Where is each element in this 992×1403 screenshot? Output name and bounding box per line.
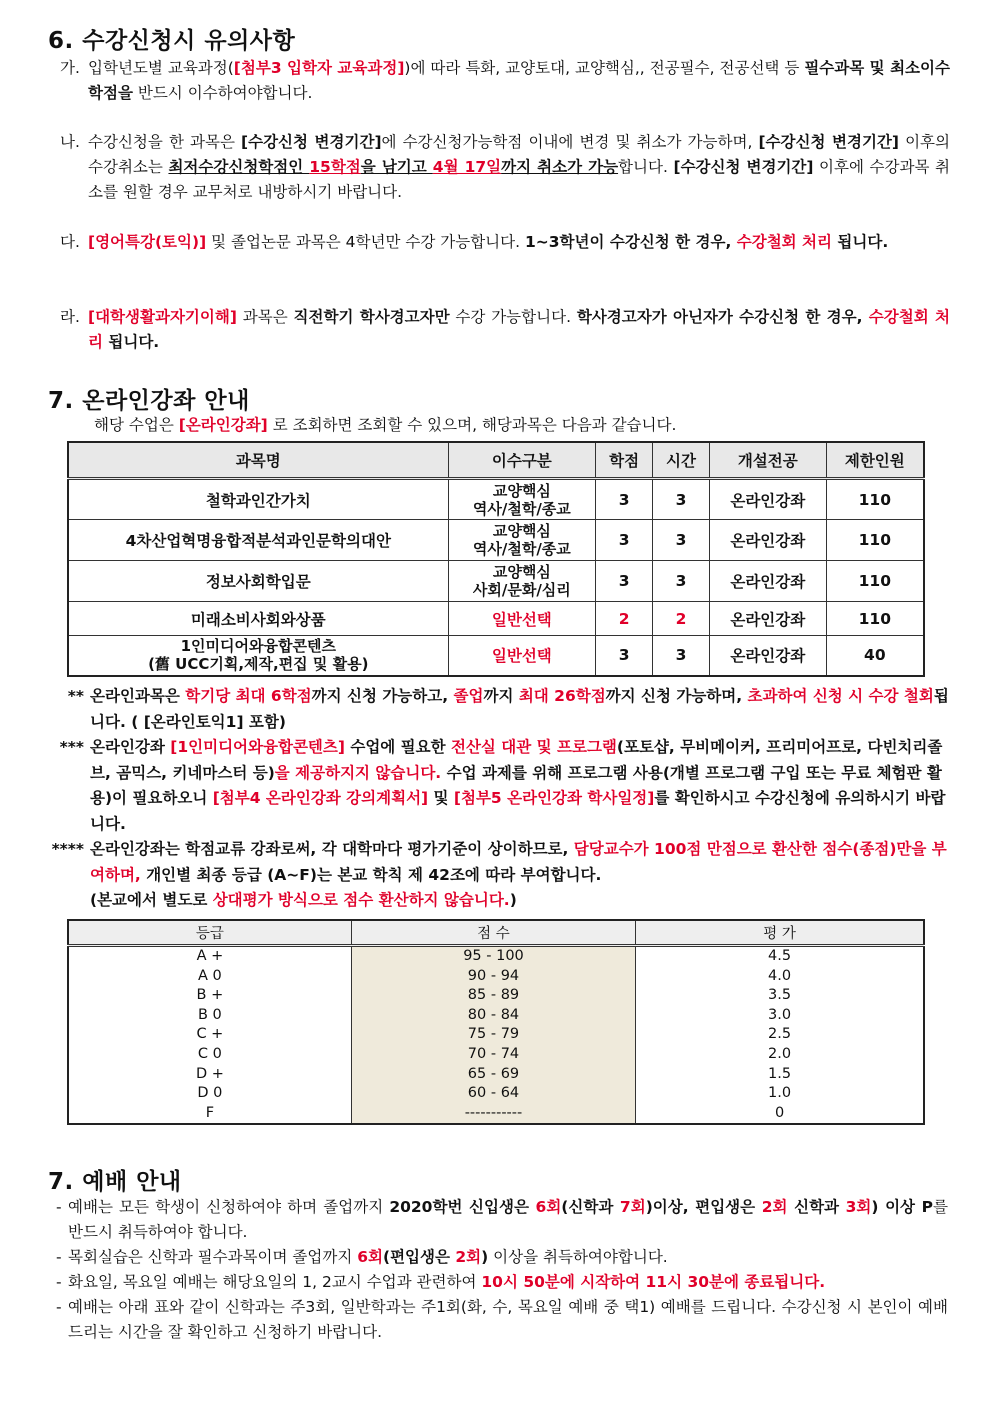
list-item: - 목회실습은 신학과 필수과목이며 졸업까지 6회(편입생은 2회) 이상을 취득하여야합니다. xyxy=(56,1248,668,1266)
table-header-row xyxy=(68,442,924,479)
note: *** 온라인강좌 [1인미디어와융합콘텐츠] 수업에 필요한 전산실 대관 및 프로그램(포토샵, 무비메이커, 프리미어프로, 다빈치리졸브, 곰믹스, 키네마스터 등)을 제공하지지 않습니다. 수업 과제를 위해 프로그램 사용(개별 프로그램 구입 또는 무료 체험판 활용)이 필요하오니 [첨부4 온라인강좌 강의계획서] 및 [첨부5 온라인강좌 학사일정]를 확인하시고 수강신청에 유의하시기 바랍니다. xyxy=(59,738,946,833)
section6-title: 6. 수강신청시 유의사항 xyxy=(48,28,296,54)
table-header-row xyxy=(68,920,924,946)
column-header: 제한인원 xyxy=(826,442,924,479)
table-row: A + 95 - 100 4.5 xyxy=(68,946,924,967)
column-header: 시간 xyxy=(653,442,710,479)
grade-table xyxy=(67,919,925,1125)
online-intro: 해당 수업은 [온라인강좌] 로 조회하면 조회할 수 있으며, 해당과목은 다음과 같습니다. xyxy=(94,416,677,434)
note: ** 온라인과목은 학기당 최대 6학점까지 신청 가능하고, 졸업까지 최대 26학점까지 신청 가능하며, 초과하여 신청 시 수강 철회됩니다. ( [온라인토익1] 포함) xyxy=(67,687,949,731)
item-da: 다. [영어특강(토익)] 및 졸업논문 과목은 4학년만 수강 가능합니다. 1~3학년이 수강신청 한 경우, 수강철회 처리 됩니다. xyxy=(60,230,950,255)
column-header: 개설전공 xyxy=(709,442,826,479)
item-label: 다. xyxy=(60,233,80,251)
online-course-table xyxy=(67,441,925,677)
table-row: D + 65 - 69 1.5 xyxy=(68,1065,924,1085)
column-header: 점 수 xyxy=(351,920,635,946)
table-row: F ----------- 0 xyxy=(68,1104,924,1125)
list-item: - 예배는 아래 표와 같이 신학과는 주3회, 일반학과는 주1회(화, 수, 목요일 예배 중 택1) 예배를 드립니다. 수강신청 시 본인이 예배드리는 시간을 잘 확인하고 신청하기 바랍니다. xyxy=(56,1298,948,1341)
table-row: B + 85 - 89 3.5 xyxy=(68,986,924,1006)
table-row: 미래소비사회와상품 일반선택 2 2 온라인강좌 110 xyxy=(68,602,924,636)
item-na: 나. 수강신청을 한 과목은 [수강신청 변경기간]에 수강신청가능학점 이내에 변경 및 취소가 가능하며, [수강신청 변경기간] 이후의 수강취소는 최저수강신청학점인 15학점을 남기고 4월 17일까지 취소가 가능합니다. [수강신청 변경기간] 이후에 수강과목 취소를 원할 경우 교무처로 내방하시기 바랍니다. xyxy=(60,130,950,205)
item-ga: 가. 입학년도별 교육과정([첨부3 입학자 교육과정])에 따라 특화, 교양토대, 교양핵심,, 전공필수, 전공선택 등 필수과목 및 최소이수학점을 반드시 이수하여야합니다. xyxy=(60,56,950,106)
table-row: D 0 60 - 64 1.0 xyxy=(68,1084,924,1104)
table-row: 1인미디어와융합콘텐츠 (舊 UCC기획,제작,편집 및 활용) 일반선택 3 3 온라인강좌 40 xyxy=(68,636,924,676)
column-header: 등급 xyxy=(68,920,351,946)
item-ra: 라. [대학생활과자기이해] 과목은 직전학기 학사경고자만 수강 가능합니다. 학사경고자가 아닌자가 수강신청 한 경우, 수강철회 처리 됩니다. xyxy=(60,305,950,355)
table-row: 정보사회학입문 교양핵심 사회/문화/심리 3 3 온라인강좌 110 xyxy=(68,561,924,602)
item-label: 가. xyxy=(60,59,80,77)
item-label: 라. xyxy=(60,308,80,326)
table-row: C 0 70 - 74 2.0 xyxy=(68,1045,924,1065)
table-row: 4차산업혁명융합적분석과인문학의대안 교양핵심 역사/철학/종교 3 3 온라인강좌 110 xyxy=(68,520,924,561)
list-item: - 예배는 모든 학생이 신청하여야 하며 졸업까지 2020학번 신입생은 6회(신학과 7회)이상, 편입생은 2회 신학과 3회) 이상 P를 반드시 취득하여야 합니다. xyxy=(56,1198,948,1241)
note: **** 온라인강좌는 학점교류 강좌로써, 각 대학마다 평가기준이 상이하므로, 담당교수가 100점 만점으로 환산한 점수(종점)만을 부여하며, 개인별 최종 등급 (A~F)는 본교 학칙 제 42조에 따라 부여합니다. (본교에서 별도로 상대평가 방식으로 점수 환산하지 않습니다.) xyxy=(51,840,947,909)
column-header: 과목명 xyxy=(68,442,448,479)
table-row: 철학과인간가치 교양핵심 역사/철학/종교 3 3 온라인강좌 110 xyxy=(68,479,924,520)
section-worship-title: 7. 예배 안내 xyxy=(48,1169,182,1195)
table-row: B 0 80 - 84 3.0 xyxy=(68,1006,924,1026)
item-label: 나. xyxy=(60,133,80,151)
list-item: - 화요일, 목요일 예배는 해당요일의 1, 2교시 수업과 관련하여 10시 50분에 시작하여 11시 30분에 종료됩니다. xyxy=(56,1273,826,1291)
column-header: 평 가 xyxy=(636,920,924,946)
table-row: C + 75 - 79 2.5 xyxy=(68,1025,924,1045)
section7-title: 7. 온라인강좌 안내 xyxy=(48,388,250,414)
column-header: 이수구분 xyxy=(448,442,596,479)
column-header: 학점 xyxy=(596,442,653,479)
worship-list xyxy=(56,1195,948,1345)
online-notes xyxy=(40,684,950,914)
table-row: A 0 90 - 94 4.0 xyxy=(68,967,924,987)
